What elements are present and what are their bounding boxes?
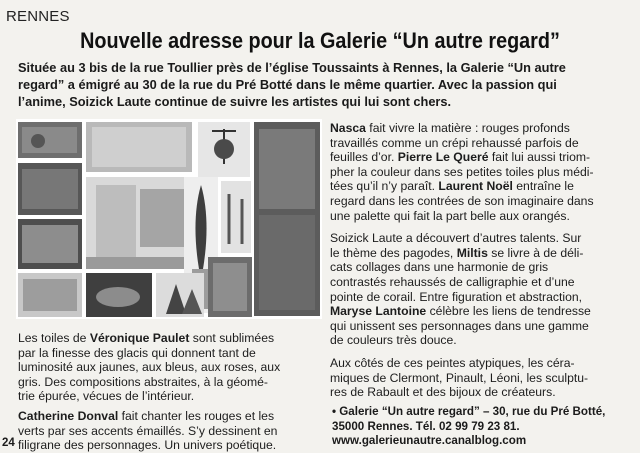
paragraph-ceramics <box>330 356 636 400</box>
paragraph-miltis <box>330 231 636 348</box>
text-line: Maryse Lantoine célèbre les liens de tendresse <box>330 304 591 319</box>
gallery-photo <box>16 119 322 319</box>
text-line: le thème des pagodes, Miltis se livre à de déli- <box>330 245 584 260</box>
lead-line: regard” a émigré au 30 de la rue du Pré Botté dans le même quartier. Avec la passion qui <box>18 77 557 92</box>
paragraph-veronique-paulet <box>18 331 324 404</box>
text-line: pointe de corail. Entre figuration et abstraction, <box>330 289 583 304</box>
gallery-phone: 35000 Rennes. Tél. 02 99 79 23 81. <box>332 419 520 433</box>
artist-name: Véronique Paulet <box>89 331 190 345</box>
text-line: de couleurs très douce. <box>330 333 457 348</box>
text-line: Aux côtés de ces peintes atypiques, les céra- <box>330 355 575 370</box>
gallery-address: • Galerie “Un autre regard” – 30, rue du Pré Botté, <box>332 405 606 418</box>
page-number: 24 <box>2 437 15 449</box>
artist-name: Miltis <box>456 245 488 260</box>
text-line: luminosité aux jaunes, aux bleus, aux roses, aux <box>18 360 281 375</box>
artist-name: Laurent Noël <box>438 179 513 194</box>
text-line: feuilles d’or. Pierre Le Queré fait lui aussi triom- <box>330 150 591 165</box>
artist-name: Nasca <box>330 121 366 135</box>
paragraph-catherine-donval <box>18 409 324 453</box>
text-line: qui unissent ses personnages dans une gamme <box>330 318 589 333</box>
section-label: RENNES <box>6 8 70 25</box>
gallery-website-link[interactable]: www.galerieunautre.canalblog.com <box>332 434 527 447</box>
text-line: Soizick Laute a découvert d’autres talents. Sur <box>330 231 582 246</box>
text-line: travaillés comme un crépi rehaussé parfois de <box>330 135 579 150</box>
text-line: Nasca fait vivre la matière : rouges profonds <box>330 121 570 135</box>
text-line: regard dans les contrées de son imaginaire dans <box>330 193 594 208</box>
lead-line: l’anime, Soizick Laute continue de suivre les artistes qui lui sont chers. <box>18 94 452 109</box>
paragraph-nasca <box>330 121 636 223</box>
lead-line: Située au 3 bis de la rue Toullier près de l’église Toussaints à Rennes, la Galerie “Un autre <box>18 60 566 75</box>
text-line: filigrane des personnages. Un univers poétique. <box>18 438 277 453</box>
text-line: Les toiles de Véronique Paulet sont sublimées <box>18 331 275 345</box>
text-line: par la finesse des glacis qui donnent tant de <box>18 345 256 360</box>
text-line: miques de Clermont, Pinault, Léoni, les sculptu- <box>330 370 589 385</box>
text-line: cats collages dans une harmonie de gris <box>330 260 549 275</box>
artist-name: Pierre Le Queré <box>397 150 489 165</box>
text-line: une palette qui fait la part belle aux orangés. <box>330 208 570 223</box>
gallery-artworks-illustration <box>16 119 322 319</box>
headline: Nouvelle adresse pour la Galerie “Un autre regard” <box>80 28 560 53</box>
text-line: res de Rabault et des bijoux de créateurs. <box>330 385 556 400</box>
right-column <box>330 121 636 400</box>
lead-paragraph <box>18 59 636 110</box>
text-line: Catherine Donval fait chanter les rouges et les <box>18 408 275 423</box>
text-line: tées qu’il n’y paraît. Laurent Noël entraîne le <box>330 179 574 194</box>
text-line: trie épurée, vécues de l’intérieur. <box>18 389 195 404</box>
text-line: verts par ses accents émaillés. S’y dessinent en <box>18 423 278 438</box>
artist-name: Maryse Lantoine <box>330 304 427 319</box>
gallery-contact-info <box>332 405 605 449</box>
text-line: gris. Des compositions abstraites, à la géomé- <box>18 374 268 389</box>
text-line: contrastés rehaussés de calligraphie et d’une <box>330 274 575 289</box>
text-line: pher la couleur dans ses petites toiles plus médi- <box>330 164 594 179</box>
left-column <box>18 331 324 453</box>
artist-name: Catherine Donval <box>18 408 119 423</box>
